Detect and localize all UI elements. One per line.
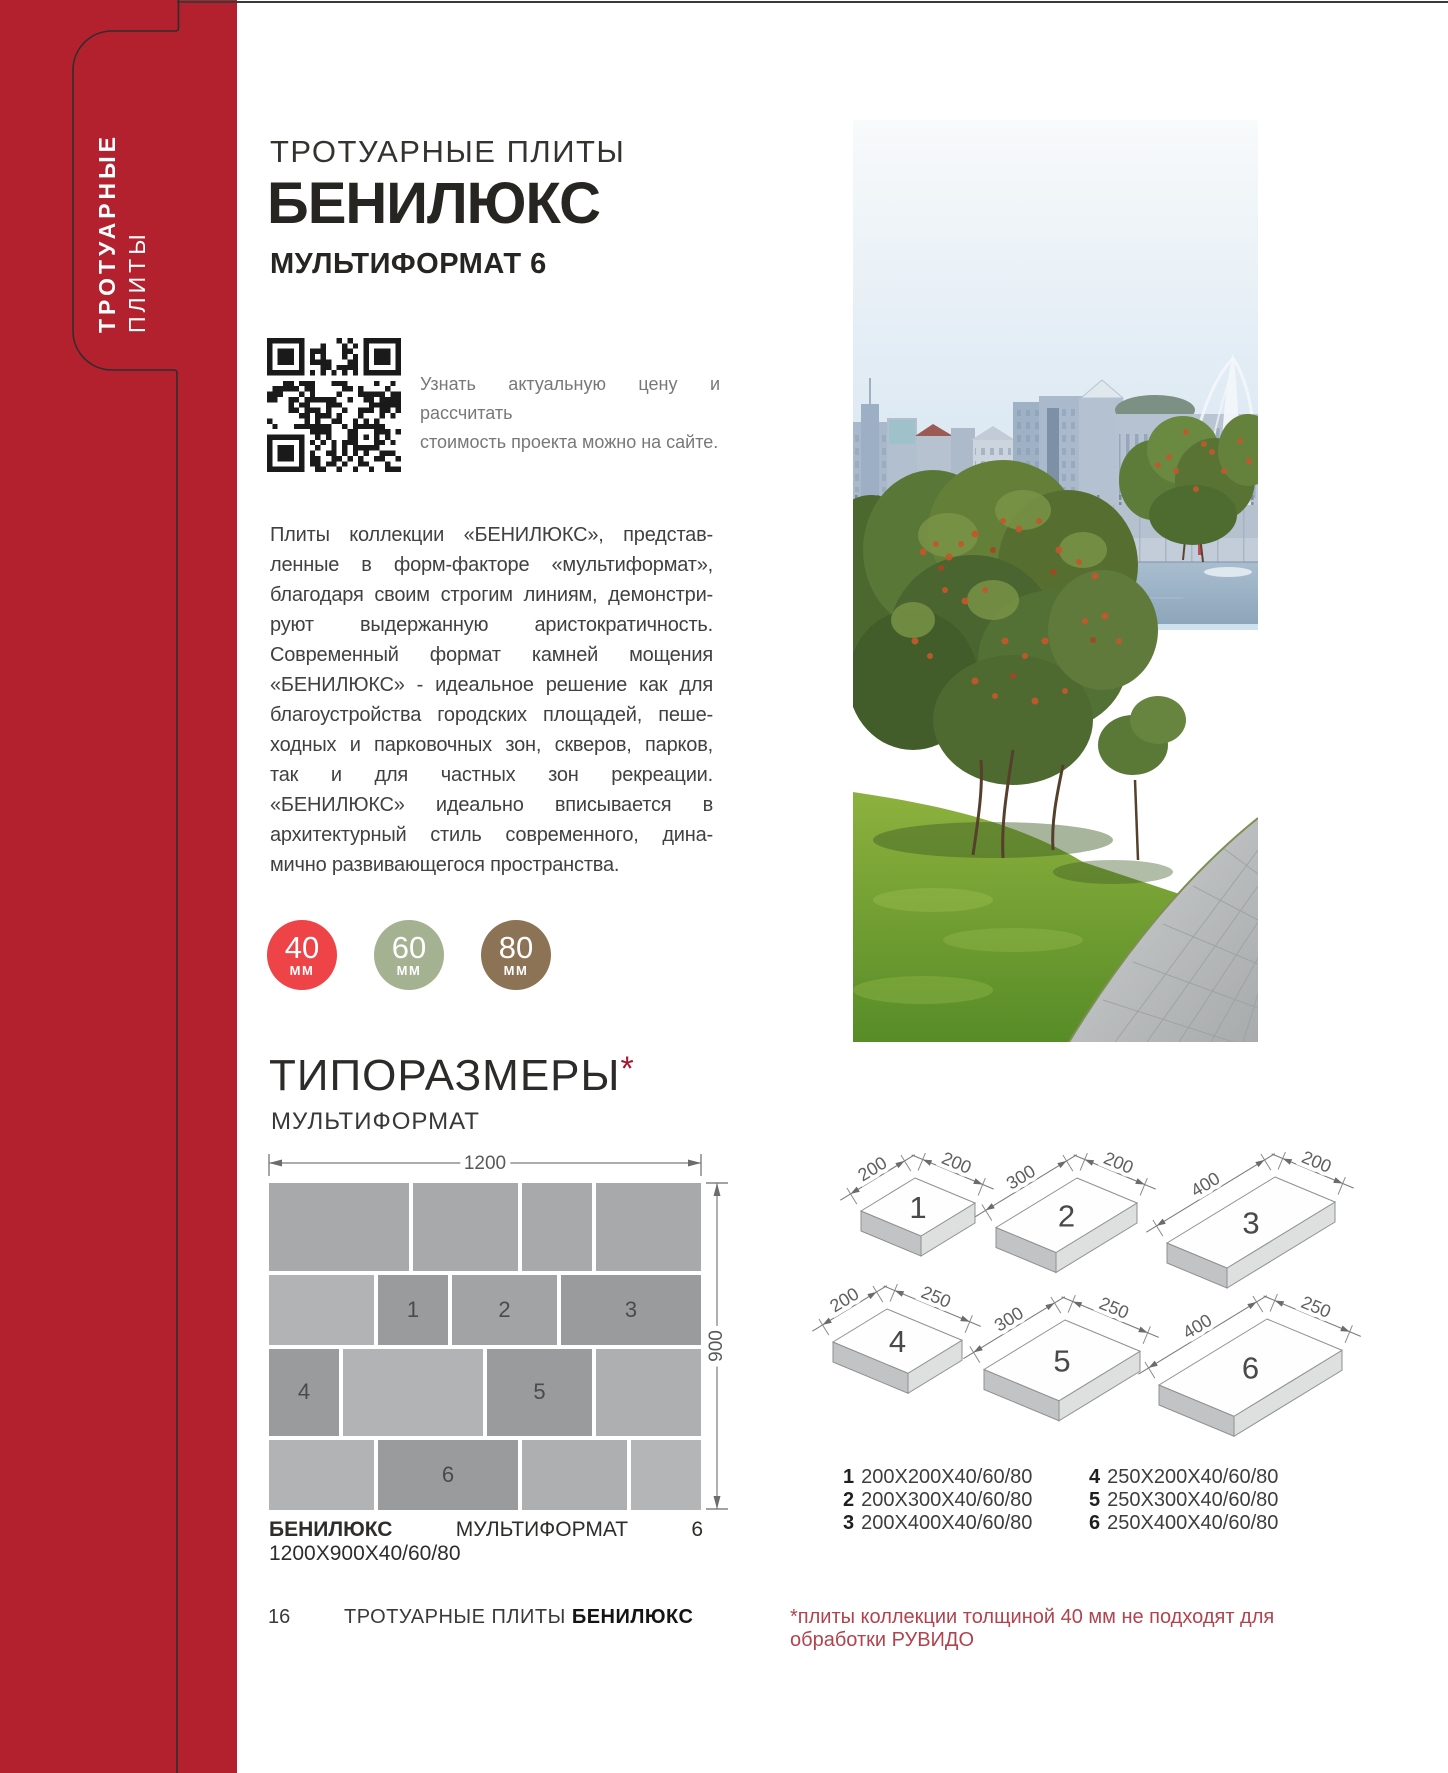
iso-dimension-label: 200 <box>1100 1147 1137 1178</box>
description-line: «БЕНИЛЮКС» идеально вписывается в <box>270 794 713 816</box>
size-list-item: 4 250Х200Х40/60/80 <box>1089 1466 1279 1488</box>
qr-code <box>267 338 401 472</box>
iso-dimension-label: 250 <box>1096 1292 1132 1323</box>
page-title: БЕНИЛЮКС <box>267 171 600 236</box>
size-list-item: 6 250Х400Х40/60/80 <box>1089 1512 1279 1534</box>
size-item-number: 5 <box>1089 1489 1101 1511</box>
iso-dimension-label: 250 <box>918 1281 954 1312</box>
park-photo <box>853 120 1258 1042</box>
iso-tile-number: 4 <box>888 1324 907 1360</box>
description-line: руют выдержанную аристократичность. <box>270 614 713 636</box>
height-dimension <box>700 1177 740 1519</box>
page-number: 16 <box>268 1606 291 1628</box>
iso-tile <box>1138 1292 1360 1436</box>
iso-tile-number: 3 <box>1242 1205 1260 1241</box>
iso-tile <box>963 1293 1158 1421</box>
page-subtitle: МУЛЬТИФОРМАТ 6 <box>270 248 547 280</box>
footer-breadcrumb <box>344 1606 693 1629</box>
typesizes-heading-text: ТИПОРАЗМЕРЫ <box>269 1051 621 1100</box>
mosaic-layout-diagram <box>269 1183 701 1510</box>
description-line: Современный формат камней мощения <box>270 644 713 666</box>
iso-dimension-label: 200 <box>1298 1146 1335 1177</box>
width-dimension-label: 1200 <box>463 1153 507 1174</box>
width-dimension <box>254 1146 710 1182</box>
footnote: *плиты коллекции толщиной 40 мм не подходят для обработки РУВИДО <box>790 1606 1275 1651</box>
mosaic-tile <box>596 1349 701 1437</box>
iso-tiles-diagram <box>740 1095 1440 1445</box>
qr-caption <box>420 370 720 457</box>
mosaic-tile <box>522 1440 627 1510</box>
mosaic-caption-rest: МУЛЬТИФОРМАТ 6 1200Х900Х40/60/80 <box>269 1518 703 1565</box>
asterisk: * <box>620 1050 635 1088</box>
thickness-badge <box>481 920 551 990</box>
size-list-item: 1 200Х200Х40/60/80 <box>843 1466 1033 1488</box>
size-item-number: 2 <box>843 1489 855 1511</box>
qr-caption-line: Узнать актуальную цену и рассчитать <box>420 374 720 423</box>
iso-dimension-label: 300 <box>990 1302 1027 1336</box>
sidebar-label-line2: ПЛИТЫ <box>124 230 150 333</box>
size-item-number: 3 <box>843 1512 855 1534</box>
description-line: Плиты коллекции «БЕНИЛЮКС», представ- <box>270 524 713 546</box>
description-line: так и для частных зон рекреации. <box>270 764 713 786</box>
description-line: благодаря своим строгим линиям, демонстри- <box>270 584 713 606</box>
description-line: благоустройства городских площадей, пеше- <box>270 704 713 726</box>
mosaic-caption-bold: БЕНИЛЮКС <box>269 1518 393 1541</box>
iso-tile <box>840 1148 993 1256</box>
sidebar-label-line1: ТРОТУАРНЫЕ <box>94 132 120 333</box>
park-photo-image <box>853 120 1258 1042</box>
mosaic-tile <box>343 1349 483 1437</box>
iso-tile-number: 1 <box>909 1190 927 1225</box>
mosaic-tile <box>413 1183 518 1271</box>
badge-value: 60 <box>391 929 427 965</box>
small-tree <box>1098 696 1186 775</box>
mosaic-tile: 1 <box>378 1275 448 1345</box>
size-list-item: 2 200Х300Х40/60/80 <box>843 1489 1033 1511</box>
size-list-right <box>1089 1466 1278 1535</box>
iso-dimension-label: 400 <box>1187 1168 1224 1201</box>
mosaic-tile: 2 <box>452 1275 557 1345</box>
iso-tile <box>812 1282 980 1393</box>
iso-dimension-label: 300 <box>1002 1160 1039 1194</box>
thickness-badge <box>267 920 337 990</box>
mosaic-tile: 4 <box>269 1349 339 1437</box>
footer-collection: БЕНИЛЮКС <box>571 1606 694 1628</box>
typesizes-heading <box>269 1050 635 1101</box>
qr-code-icon <box>267 338 401 472</box>
mosaic-tile <box>522 1183 592 1271</box>
size-list-left <box>843 1466 1032 1535</box>
iso-tile-number: 2 <box>1057 1198 1076 1234</box>
mosaic-tile <box>269 1440 374 1510</box>
mosaic-tile <box>631 1440 701 1510</box>
description-line: ленные в форм-факторе «мультиформат», <box>270 554 713 576</box>
badge-value: 80 <box>498 929 534 965</box>
sidebar-vertical-label <box>92 117 152 333</box>
badge-unit: ММ <box>503 962 529 978</box>
description-line: архитектурный стиль современного, дина- <box>270 824 713 846</box>
size-item-number: 1 <box>843 1466 855 1488</box>
mosaic-tile: 3 <box>561 1275 701 1345</box>
badge-unit: ММ <box>396 962 422 978</box>
iso-dimension-label: 200 <box>854 1152 891 1186</box>
iso-tile <box>975 1148 1155 1273</box>
size-list-item: 5 250Х300Х40/60/80 <box>1089 1489 1279 1511</box>
iso-dimension-label: 200 <box>938 1147 975 1178</box>
iso-tile <box>1146 1147 1353 1288</box>
category-heading: ТРОТУАРНЫЕ ПЛИТЫ <box>270 134 626 169</box>
badge-value: 40 <box>284 929 320 965</box>
height-dimension-label: 900 <box>706 1330 728 1362</box>
mosaic-caption <box>269 1518 703 1566</box>
description-line: «БЕНИЛЮКС» - идеальное решение как для <box>270 674 713 696</box>
typesizes-subheading: МУЛЬТИФОРМАТ <box>271 1108 480 1135</box>
size-list-item: 3 200Х400Х40/60/80 <box>843 1512 1033 1534</box>
qr-caption-line: стоимость проекта можно на сайте. <box>420 432 719 452</box>
size-item-number: 6 <box>1089 1512 1101 1534</box>
iso-dimension-label: 250 <box>1298 1291 1334 1322</box>
mosaic-tile <box>269 1183 409 1271</box>
mosaic-tile: 5 <box>487 1349 592 1437</box>
iso-tile-number: 6 <box>1241 1350 1260 1386</box>
iso-dimension-label: 200 <box>826 1283 863 1317</box>
thickness-badge <box>374 920 444 990</box>
size-item-number: 4 <box>1089 1466 1101 1488</box>
iso-tile-number: 5 <box>1053 1343 1071 1379</box>
thickness-badges <box>267 920 551 990</box>
badge-unit: ММ <box>289 962 315 978</box>
mosaic-tile: 6 <box>378 1440 518 1510</box>
description-line: мично развивающегося пространства. <box>270 854 620 876</box>
description-line: ходных и парковочных зон, скверов, парков, <box>270 734 713 756</box>
mosaic-tile <box>269 1275 374 1345</box>
collection-description <box>270 520 713 880</box>
mosaic-tile <box>596 1183 701 1271</box>
iso-dimension-label: 400 <box>1179 1310 1216 1343</box>
footer-category: ТРОТУАРНЫЕ ПЛИТЫ <box>344 1606 572 1628</box>
